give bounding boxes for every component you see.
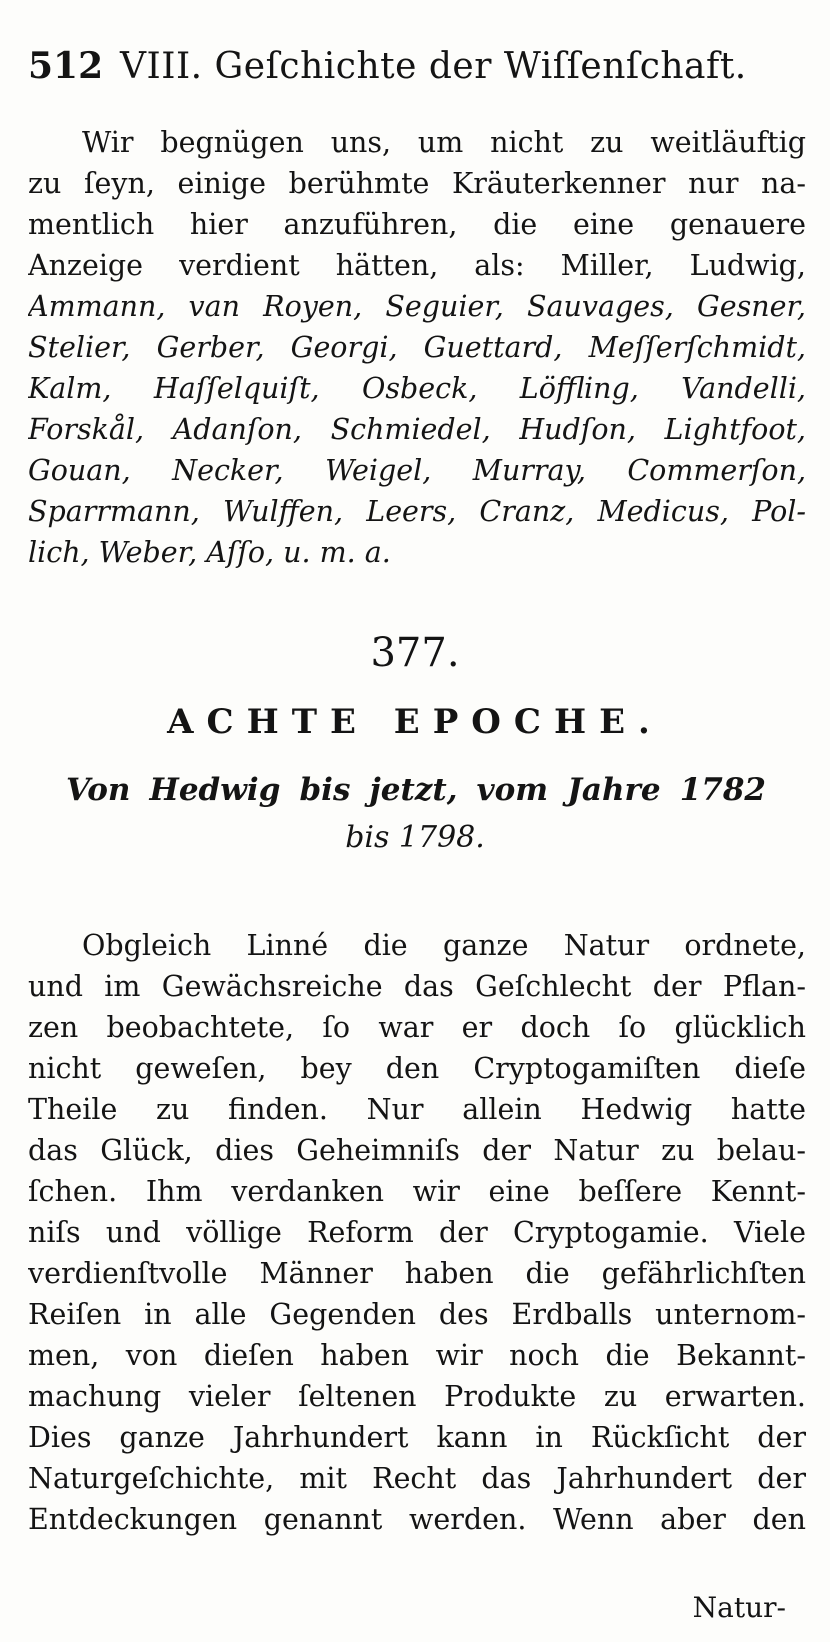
text-line: Kalm, Haſſelquiſt, Osbeck, Löffling, Vandelli, bbox=[28, 372, 806, 405]
epoch-subtitle: Von Hedwig bis jetzt, vom Jahre 1782 bbox=[66, 772, 766, 808]
text-line: Sparrmann, Wulffen, Leers, Cranz, Medicus, Pol- bbox=[28, 495, 806, 528]
text-line: Anzeige verdient hätten, als: Miller, Ludwig, bbox=[28, 249, 806, 282]
epoch-subtitle-continued: bis 1798. bbox=[345, 820, 485, 855]
text-line: ſchen. Ihm verdanken wir eine beſſere Kennt- bbox=[28, 1175, 806, 1208]
text-line: Ammann, van Royen, Seguier, Sauvages, Gesner, bbox=[28, 290, 806, 323]
text-line: zen beobachtete, ſo war er doch ſo glücklich bbox=[28, 1011, 806, 1044]
text-line: niſs und völlige Reform der Cryptogamie. Viele bbox=[28, 1216, 806, 1249]
text-line: Entdeckungen genannt werden. Wenn aber den bbox=[28, 1503, 806, 1536]
text-line: Obgleich Linné die ganze Natur ordnete, bbox=[82, 929, 806, 962]
text-line: Naturgeſchichte, mit Recht das Jahrhundert der bbox=[28, 1462, 806, 1495]
main-paragraph bbox=[28, 925, 806, 1540]
text-line: lich, Weber, Aſſo, u. m. a. bbox=[28, 536, 391, 569]
text-line: verdienſtvolle Männer haben die gefährlichſten bbox=[28, 1257, 806, 1290]
text-line: machung vieler ſeltenen Produkte zu erwarten. bbox=[28, 1380, 806, 1413]
text-line: nicht geweſen, bey den Cryptogamiſten dieſe bbox=[28, 1052, 806, 1085]
catchword: Natur- bbox=[692, 1591, 786, 1624]
intro-paragraph bbox=[28, 122, 806, 573]
epoch-title: ACHTE EPOCHE. bbox=[167, 702, 663, 742]
section-number: 377. bbox=[370, 630, 460, 676]
text-line: zu ſeyn, einige berühmte Kräuterkenner nur na- bbox=[28, 167, 806, 200]
text-line: Theile zu finden. Nur allein Hedwig hatte bbox=[28, 1093, 806, 1126]
text-line: men, von dieſen haben wir noch die Bekannt- bbox=[28, 1339, 806, 1372]
text-line: Forskål, Adanſon, Schmiedel, Hudſon, Lightfoot, bbox=[28, 413, 806, 446]
text-line: Reiſen in alle Gegenden des Erdballs unternom- bbox=[28, 1298, 806, 1331]
text-line: Gouan, Necker, Weigel, Murray, Commerſon, bbox=[28, 454, 806, 487]
text-line: das Glück, dies Geheimniſs der Natur zu belau- bbox=[28, 1134, 806, 1167]
text-line: Stelier, Gerber, Georgi, Guettard, Meſſerſchmidt, bbox=[28, 331, 806, 364]
chapter-heading: VIII. Geſchichte der Wiſſenſchaft. bbox=[120, 46, 747, 87]
text-line: Dies ganze Jahrhundert kann in Rückſicht der bbox=[28, 1421, 806, 1454]
running-head bbox=[28, 44, 788, 89]
text-line: mentlich hier anzuführen, die eine genauere bbox=[28, 208, 806, 241]
page-number: 512 bbox=[28, 45, 104, 87]
text-line: Wir begnügen uns, um nicht zu weitläuftig bbox=[82, 126, 806, 159]
text-line: und im Gewächsreiche das Geſchlecht der Pflan- bbox=[28, 970, 806, 1003]
